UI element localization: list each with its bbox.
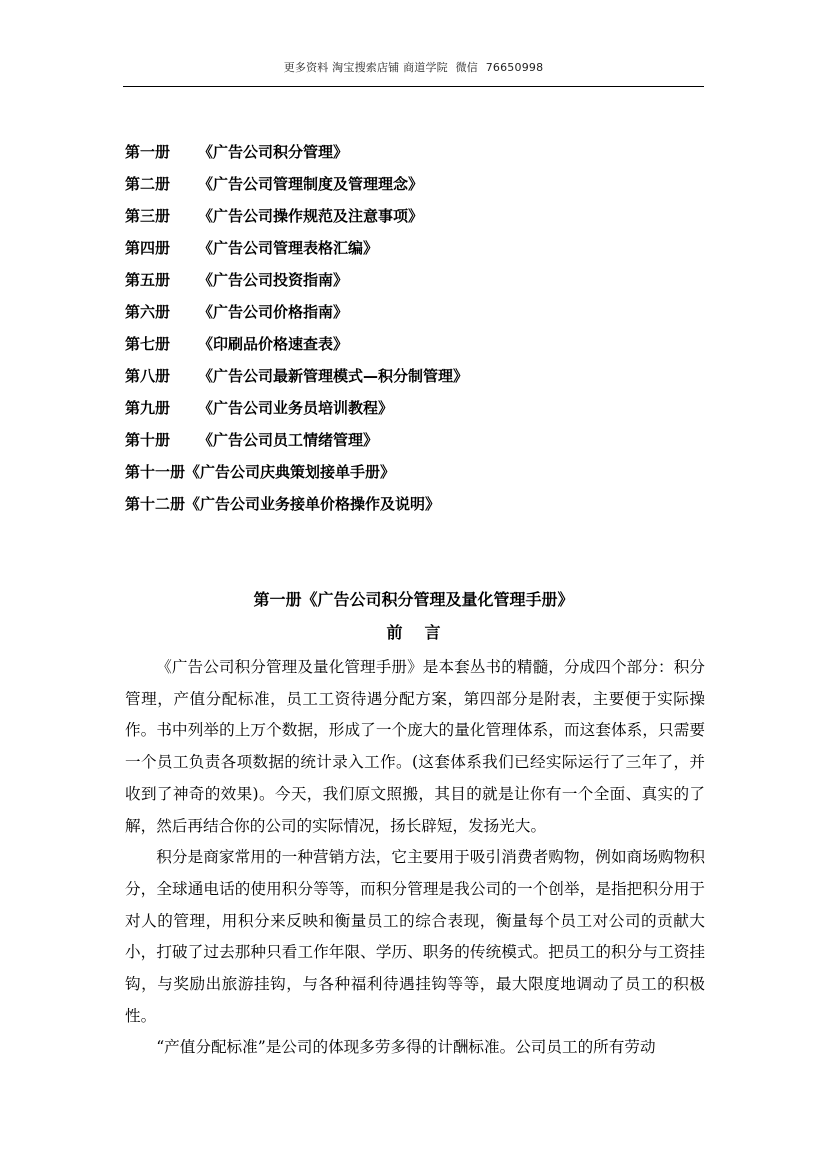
toc-volume: 第八册 xyxy=(125,367,171,385)
toc-volume: 第九册 xyxy=(125,399,171,417)
toc-item xyxy=(125,333,705,365)
toc-item xyxy=(125,397,705,429)
toc-volume: 第十二册 xyxy=(125,495,186,513)
toc-title: 《印刷品价格速查表》 xyxy=(198,335,349,353)
toc-volume: 第一册 xyxy=(125,143,171,161)
toc-volume: 第五册 xyxy=(125,271,171,289)
header-divider xyxy=(123,86,704,87)
toc-title: 《广告公司庆典策划接单手册》 xyxy=(185,463,396,481)
toc-item xyxy=(125,461,705,493)
toc-title: 《广告公司管理制度及管理理念》 xyxy=(198,175,424,193)
preface-title: 前言 xyxy=(386,623,463,642)
toc-item xyxy=(125,365,705,397)
book-title: 第一册《广告公司积分管理及量化管理手册》 xyxy=(253,590,574,609)
toc-volume: 第七册 xyxy=(125,335,171,353)
header-wechat-label: 微信 xyxy=(455,61,478,74)
paragraph: “产值分配标准”是公司的体现多劳多得的计酬标准。公司员工的所有劳动 xyxy=(156,1038,656,1057)
header-text: 更多资料 淘宝搜索店铺 商道学院 xyxy=(283,61,448,74)
toc-item xyxy=(125,141,705,173)
paragraph: 积分是商家常用的一种营销方法，它主要用于吸引消费者购物，例如商场购物积分，全球通电话的使用积分等等，而积分管理是我公司的一个创举，是指把积分用于对人的管理，用积分来反映和衡量员工的综合表现，衡量每个员工对公司的贡献大小，打破了过去那种只看工作年限、学历、职务的传统模式。把员工的积分与工资挂钩，与奖励出旅游挂钩，与各种福利待遇挂钩等等，最大限度地调动了员工的积极性。 xyxy=(125,848,705,1025)
toc-volume: 第十一册 xyxy=(125,463,186,481)
toc-item xyxy=(125,237,705,269)
toc-item xyxy=(125,301,705,333)
toc-item xyxy=(125,429,705,461)
toc-item xyxy=(125,493,705,525)
toc-title: 《广告公司管理表格汇编》 xyxy=(198,239,379,257)
toc-volume: 第二册 xyxy=(125,175,171,193)
toc-title: 《广告公司操作规范及注意事项》 xyxy=(198,207,424,225)
toc-volume: 第六册 xyxy=(125,303,171,321)
toc-title: 《广告公司价格指南》 xyxy=(198,303,349,321)
header-wechat-id: 76650998 xyxy=(485,61,544,74)
page-header xyxy=(0,59,827,75)
toc-volume: 第十册 xyxy=(125,431,171,449)
toc-title: 《广告公司最新管理模式—积分制管理》 xyxy=(198,367,469,385)
toc-item xyxy=(125,173,705,205)
toc-title: 《广告公司投资指南》 xyxy=(198,271,349,289)
toc-title: 《广告公司业务员培训教程》 xyxy=(198,399,394,417)
toc-title: 《广告公司员工情绪管理》 xyxy=(198,431,379,449)
table-of-contents xyxy=(125,141,705,525)
toc-title: 《广告公司积分管理》 xyxy=(198,143,349,161)
toc-volume: 第三册 xyxy=(125,207,171,225)
paragraph: 《广告公司积分管理及量化管理手册》是本套丛书的精髓，分成四个部分：积分管理，产值分配标准，员工工资待遇分配方案，第四部分是附表，主要便于实际操作。书中列举的上万个数据，形成了一个庞大的量化管理体系，而这套体系，只需要一个员工负责各项数据的统计录入工作。(这套体系我们已经实际运行了三年了，并收到了神奇的效果)。今天，我们原文照搬，其目的就是让你有一个全面、真实的了解，然后再结合你的公司的实际情况，扬长辟短，发扬光大。 xyxy=(125,658,705,835)
toc-item xyxy=(125,205,705,237)
toc-title: 《广告公司业务接单价格操作及说明》 xyxy=(185,495,441,513)
toc-item xyxy=(125,269,705,301)
preface-body xyxy=(125,652,705,1064)
toc-volume: 第四册 xyxy=(125,239,171,257)
